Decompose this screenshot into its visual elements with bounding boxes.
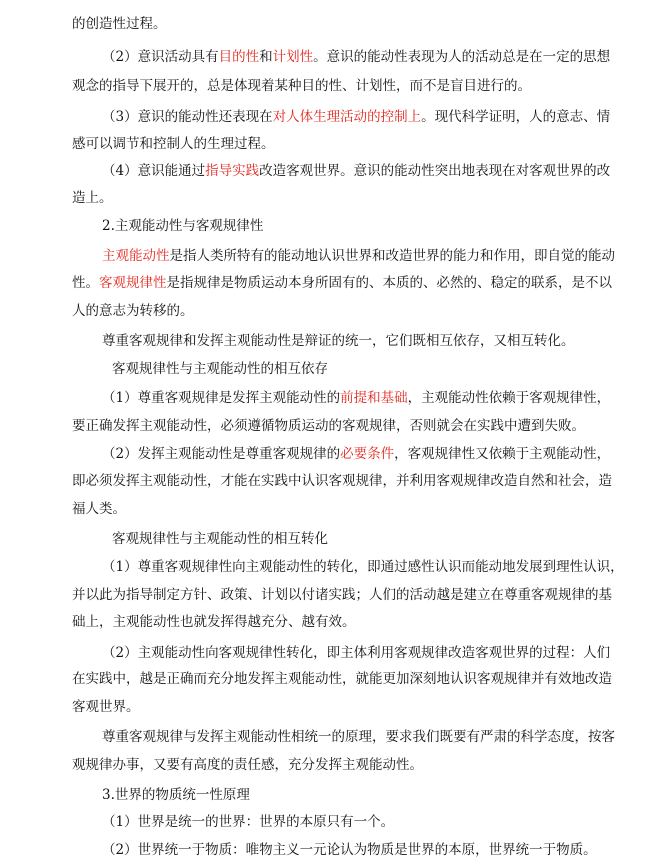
text-run: 。意识的能动性表现为人的活动总是在一定的思想 bbox=[313, 49, 611, 65]
text-line bbox=[72, 416, 584, 436]
text-run: （2）世界统一于物质：唯物主义一元论认为物质是世界的本原，世界统一于物质。 bbox=[102, 842, 597, 858]
subsection-heading bbox=[112, 529, 584, 549]
text-run: （2）意识活动具有 bbox=[102, 49, 219, 65]
text-run: 2.主观能动性与客观规律性 bbox=[102, 218, 264, 234]
highlight-run: 必要条件 bbox=[340, 446, 395, 462]
text-line bbox=[72, 612, 584, 632]
text-run: 客观规律性与主观能动性的相互转化 bbox=[112, 531, 328, 547]
text-run: 感可以调节和控制人的生理过程。 bbox=[72, 136, 275, 152]
text-run: 和 bbox=[259, 49, 273, 65]
text-line bbox=[72, 301, 584, 321]
text-line bbox=[102, 812, 584, 832]
highlight-run: 前提和基础 bbox=[340, 390, 408, 406]
highlight-run: 计划性 bbox=[272, 49, 314, 65]
text-run: 观规律办事，又要有高度的责任感，充分发挥主观能动性。 bbox=[72, 757, 423, 773]
text-line bbox=[102, 444, 611, 464]
text-line bbox=[72, 76, 584, 96]
text-run: 福人类。 bbox=[72, 501, 126, 517]
text-run: ，主观能动性依赖于客观规律性， bbox=[407, 390, 611, 406]
text-line bbox=[72, 669, 612, 689]
text-run: （4）意识能通过 bbox=[102, 163, 206, 179]
text-run: ，客观规律性又依赖于主观能动性， bbox=[394, 446, 611, 462]
text-run: （1）世界是统一的世界：世界的本原只有一个。 bbox=[102, 814, 395, 830]
text-line bbox=[72, 755, 584, 775]
text-line bbox=[72, 499, 584, 519]
highlight-run: 目的性 bbox=[218, 49, 260, 65]
section-heading bbox=[102, 785, 584, 805]
text-run: 础上，主观能动性也就发挥得越充分、越有效。 bbox=[72, 614, 356, 630]
text-run: （2）主观能动性向客观规律性转化，即主体利用客观规律改造客观世界的过程：人们 bbox=[102, 645, 611, 661]
text-line bbox=[102, 840, 597, 860]
text-run: （1）尊重客观规律是发挥主观能动性的 bbox=[102, 390, 341, 406]
text-run: 客观规律性与主观能动性的相互依存 bbox=[112, 361, 328, 377]
text-run: 3.世界的物质统一性原理 bbox=[102, 787, 250, 803]
text-run: 造上。 bbox=[72, 190, 113, 206]
highlight-run: 客观规律性 bbox=[99, 275, 167, 291]
highlight-run: 主观能动性 bbox=[102, 248, 170, 264]
text-run: 。现代科学证明，人的意志、情 bbox=[421, 109, 611, 125]
text-run: 即必须发挥主观能动性，才能在实践中认识客观规律，并利用客观规律改造自然和社会，造 bbox=[72, 473, 612, 489]
text-run: 是指人类所特有的能动地认识世界和改造世界的能力和作用，即自觉的能动 bbox=[169, 248, 615, 264]
text-line bbox=[102, 557, 624, 577]
subsection-heading bbox=[112, 359, 584, 379]
text-line bbox=[72, 14, 584, 34]
text-line bbox=[102, 643, 611, 663]
section-heading bbox=[102, 216, 584, 236]
text-run: （3）意识的能动性还表现在 bbox=[102, 109, 273, 125]
text-run: 在实践中，越是正确而充分地发挥主观能动性，就能更加深刻地认识客观规律并有效地改造 bbox=[72, 671, 612, 687]
text-line bbox=[72, 134, 584, 154]
highlight-run: 指导实践 bbox=[205, 163, 260, 179]
text-run: （2）发挥主观能动性是尊重客观规律的 bbox=[102, 446, 341, 462]
text-run: （1）尊重客观规律性向主观能动性的转化，即通过感性认识而能动地发展到理性认识， bbox=[102, 559, 624, 575]
text-run: 观念的指导下展开的，总是体现着某种目的性、计划性，而不是盲目进行的。 bbox=[72, 78, 531, 94]
text-run: 性。 bbox=[72, 275, 99, 291]
text-run: 是指规律是物质运动本身所固有的、本质的、必然的、稳定的联系，是不以 bbox=[166, 275, 612, 291]
text-line bbox=[102, 161, 611, 181]
text-run: 人的意志为转移的。 bbox=[72, 303, 194, 319]
text-line bbox=[72, 188, 584, 208]
text-line bbox=[102, 727, 615, 747]
highlight-run: 对人体生理活动的控制上 bbox=[272, 109, 422, 125]
text-line bbox=[102, 246, 615, 266]
text-line bbox=[102, 331, 584, 351]
text-line bbox=[72, 697, 584, 717]
text-line bbox=[102, 47, 611, 67]
text-run: 尊重客观规律和发挥主观能动性是辩证的统一，它们既相互依存，又相互转化。 bbox=[102, 333, 575, 349]
text-line bbox=[72, 273, 612, 293]
text-run: 客观世界。 bbox=[72, 699, 140, 715]
text-line bbox=[102, 388, 611, 408]
text-run: 并以此为指导制定方针、政策、计划以付诸实践；人们的活动越是建立在尊重客观规律的基 bbox=[72, 587, 612, 603]
text-line bbox=[72, 585, 612, 605]
text-run: 尊重客观规律与发挥主观能动性相统一的原理，要求我们既要有严肃的科学态度，按客 bbox=[102, 729, 615, 745]
text-run: 要正确发挥主观能动性，必须遵循物质运动的客观规律，否则就会在实践中遭到失败。 bbox=[72, 418, 585, 434]
text-run: 的创造性过程。 bbox=[72, 16, 167, 32]
text-run: 改造客观世界。意识的能动性突出地表现在对客观世界的改 bbox=[259, 163, 611, 179]
text-line bbox=[102, 107, 611, 127]
text-line bbox=[72, 471, 612, 491]
